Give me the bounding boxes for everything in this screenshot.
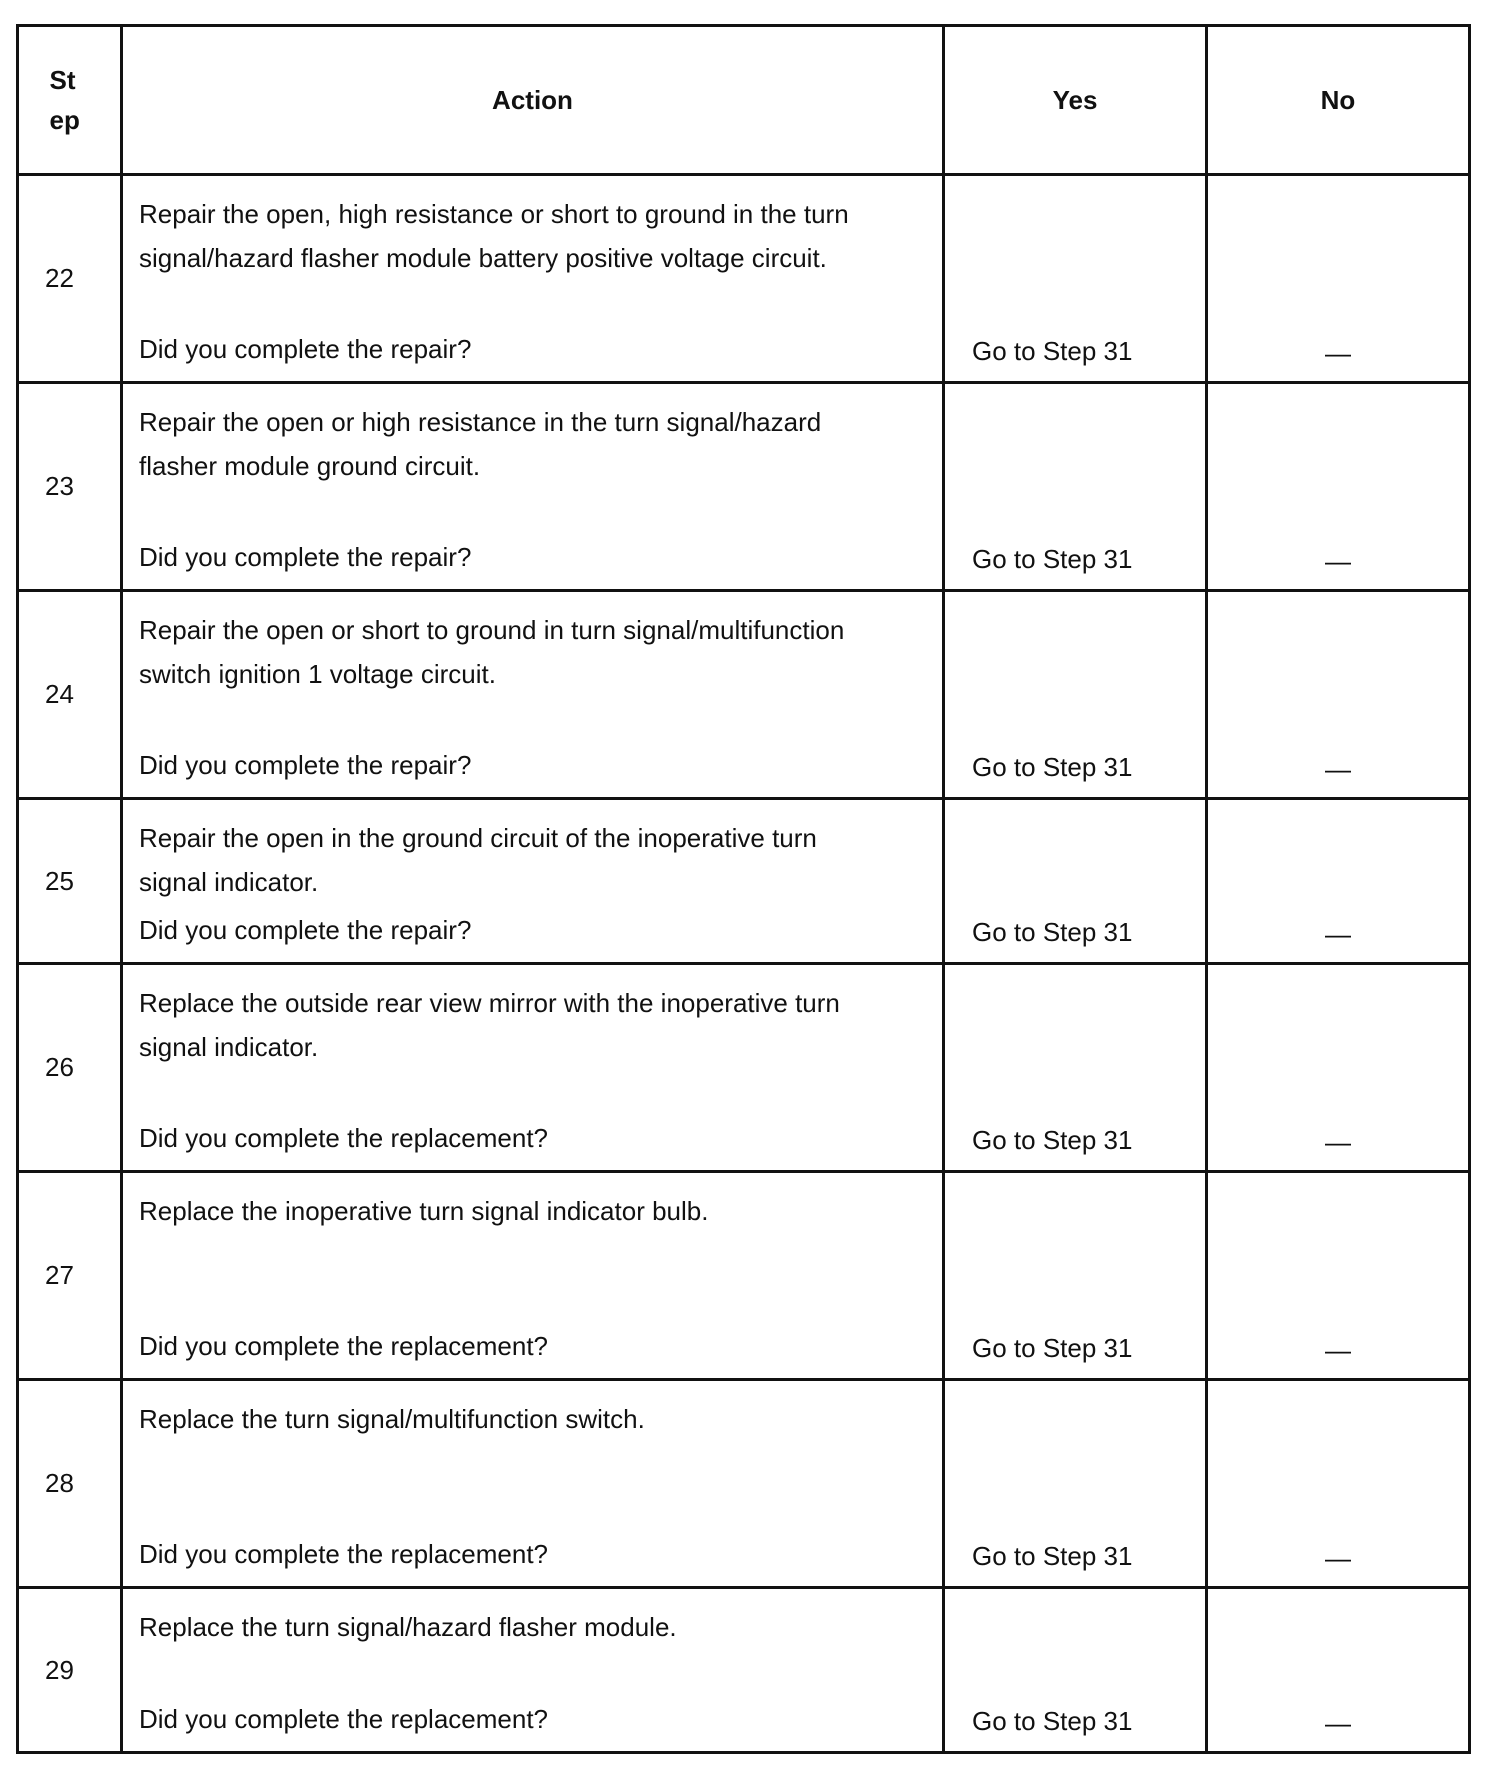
action-question: Did you complete the repair? <box>139 750 472 780</box>
table-row <box>18 591 1470 799</box>
step-number: 26 <box>45 1052 74 1082</box>
action-cell <box>122 1588 944 1753</box>
action-question: Did you complete the replacement? <box>139 1539 549 1569</box>
header-step: Step <box>18 26 122 175</box>
table-row <box>18 964 1470 1172</box>
header-no: No <box>1207 26 1470 175</box>
step-number: 23 <box>45 471 74 501</box>
action-text: Repair the open or high resistance in the turn signal/hazard flasher module ground circuit. <box>139 407 822 481</box>
table-row <box>18 1380 1470 1588</box>
yes-result: Go to Step 31 <box>972 1706 1133 1736</box>
action-cell <box>122 175 944 383</box>
yes-cell <box>944 175 1207 383</box>
no-result: — <box>1325 1543 1351 1573</box>
yes-result: Go to Step 31 <box>972 1125 1133 1155</box>
yes-result: Go to Step 31 <box>972 544 1133 574</box>
step-number: 29 <box>45 1654 74 1685</box>
no-result: — <box>1325 919 1351 949</box>
step-number: 28 <box>45 1468 74 1498</box>
yes-result: Go to Step 31 <box>972 1333 1133 1363</box>
action-cell <box>122 383 944 591</box>
header-row <box>18 26 1470 175</box>
yes-cell <box>944 799 1207 964</box>
table-row <box>18 383 1470 591</box>
no-result: — <box>1325 754 1351 784</box>
action-text: Repair the open, high resistance or short to ground in the turn signal/hazard flasher module battery positive voltage circuit. <box>139 199 849 273</box>
action-text: Replace the outside rear view mirror with the inoperative turn signal indicator. <box>139 988 840 1062</box>
step-number: 22 <box>45 263 74 293</box>
action-question: Did you complete the replacement? <box>139 1704 549 1734</box>
action-cell <box>122 799 944 964</box>
no-result: — <box>1325 338 1351 368</box>
no-cell <box>1207 1588 1470 1753</box>
step-number-cell <box>18 1588 122 1753</box>
action-text: Repair the open or short to ground in turn signal/multifunction switch ignition 1 voltage circuit. <box>139 615 845 689</box>
diagnostic-table <box>16 24 1471 1754</box>
table-row <box>18 175 1470 383</box>
yes-cell <box>944 1172 1207 1380</box>
step-number: 27 <box>45 1260 74 1290</box>
yes-cell <box>944 964 1207 1172</box>
no-result: — <box>1325 1335 1351 1365</box>
no-result: — <box>1325 1708 1351 1738</box>
no-cell <box>1207 1172 1470 1380</box>
step-number-cell <box>18 591 122 799</box>
yes-cell <box>944 1588 1207 1753</box>
action-text: Replace the turn signal/hazard flasher module. <box>139 1612 677 1642</box>
no-cell <box>1207 964 1470 1172</box>
table-row <box>18 1172 1470 1380</box>
yes-cell <box>944 383 1207 591</box>
yes-result: Go to Step 31 <box>972 1541 1133 1571</box>
action-cell <box>122 964 944 1172</box>
no-cell <box>1207 591 1470 799</box>
header-action: Action <box>122 26 944 175</box>
header-yes: Yes <box>944 26 1207 175</box>
table-row <box>18 799 1470 964</box>
action-question: Did you complete the replacement? <box>139 1331 549 1361</box>
action-cell <box>122 1380 944 1588</box>
step-number: 25 <box>45 865 74 896</box>
step-number-cell <box>18 1380 122 1588</box>
action-text: Repair the open in the ground circuit of the inoperative turn signal indicator. <box>139 823 817 897</box>
step-number-cell <box>18 383 122 591</box>
no-result: — <box>1325 1127 1351 1157</box>
action-question: Did you complete the repair? <box>139 915 472 945</box>
action-cell <box>122 591 944 799</box>
no-result: — <box>1325 546 1351 576</box>
no-cell <box>1207 383 1470 591</box>
action-text: Replace the inoperative turn signal indicator bulb. <box>139 1196 709 1226</box>
yes-result: Go to Step 31 <box>972 336 1133 366</box>
no-cell <box>1207 799 1470 964</box>
step-number-cell <box>18 964 122 1172</box>
action-text: Replace the turn signal/multifunction switch. <box>139 1404 645 1434</box>
action-question: Did you complete the repair? <box>139 334 472 364</box>
yes-cell <box>944 1380 1207 1588</box>
step-number: 24 <box>45 679 74 709</box>
no-cell <box>1207 175 1470 383</box>
yes-cell <box>944 591 1207 799</box>
step-number-cell <box>18 175 122 383</box>
step-number-cell <box>18 799 122 964</box>
action-question: Did you complete the replacement? <box>139 1123 549 1153</box>
table-row <box>18 1588 1470 1753</box>
action-cell <box>122 1172 944 1380</box>
yes-result: Go to Step 31 <box>972 917 1133 947</box>
step-number-cell <box>18 1172 122 1380</box>
no-cell <box>1207 1380 1470 1588</box>
yes-result: Go to Step 31 <box>972 752 1133 782</box>
action-question: Did you complete the repair? <box>139 542 472 572</box>
